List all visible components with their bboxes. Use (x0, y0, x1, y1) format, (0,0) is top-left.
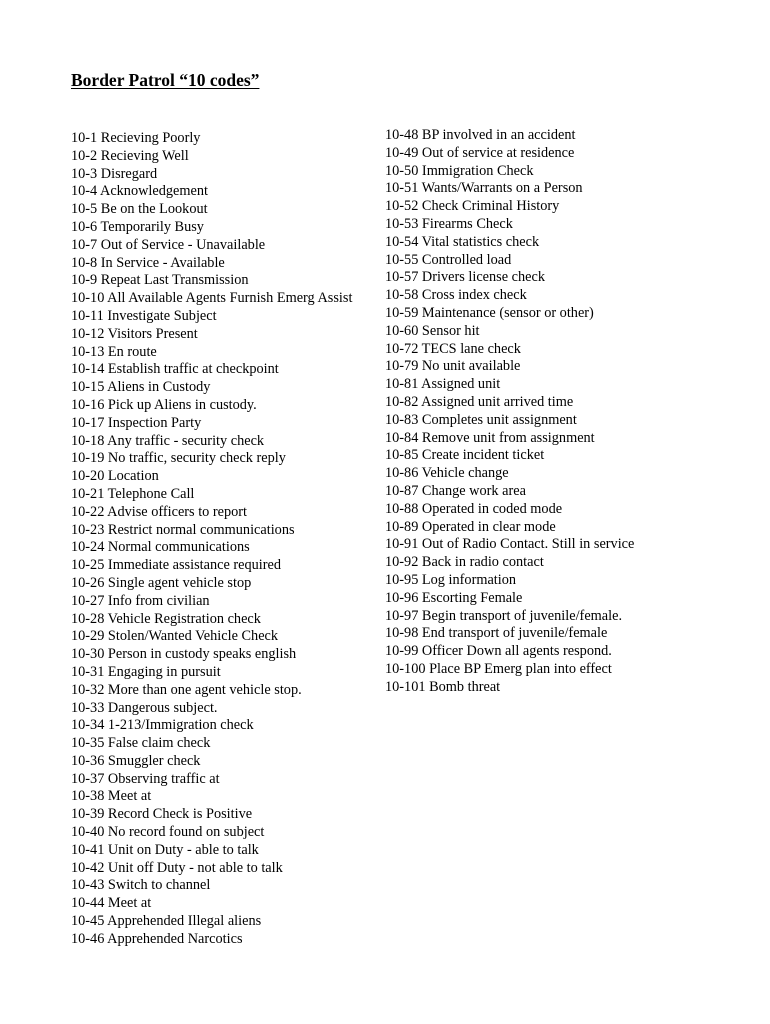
code-entry: 10-3 Disregard (71, 165, 158, 182)
code-entry: 10-30 Person in custody speaks english (71, 646, 297, 663)
code-entry: 10-92 Back in radio contact (385, 554, 544, 571)
code-entry: 10-8 In Service - Available (71, 254, 225, 271)
code-entry: 10-84 Remove unit from assignment (385, 429, 595, 446)
code-entry: 10-86 Vehicle change (385, 465, 509, 482)
code-entry: 10-89 Operated in clear mode (385, 518, 556, 535)
code-entry: 10-58 Cross index check (385, 287, 527, 304)
code-entry: 10-17 Inspection Party (71, 414, 202, 431)
code-entry: 10-28 Vehicle Registration check (71, 610, 261, 627)
code-entry: 10-15 Aliens in Custody (71, 379, 211, 396)
code-entry: 10-31 Engaging in pursuit (71, 663, 221, 680)
code-entry: 10-99 Officer Down all agents respond. (385, 643, 612, 660)
code-entry: 10-21 Telephone Call (71, 485, 195, 502)
code-entry: 10-59 Maintenance (sensor or other) (385, 304, 594, 321)
code-entry: 10-34 1-213/Immigration check (71, 717, 254, 734)
code-entry: 10-40 No record found on subject (71, 824, 265, 841)
code-entry: 10-81 Assigned unit (385, 376, 501, 393)
code-entry: 10-19 No traffic, security check reply (71, 450, 286, 467)
code-entry: 10-7 Out of Service - Unavailable (71, 236, 266, 253)
code-entry: 10-39 Record Check is Positive (71, 806, 253, 823)
document-title: Border Patrol “10 codes” (71, 70, 260, 90)
code-entry: 10-82 Assigned unit arrived time (385, 393, 574, 410)
code-entry: 10-12 Visitors Present (71, 325, 198, 342)
code-entry: 10-32 More than one agent vehicle stop. (71, 681, 302, 698)
code-entry: 10-49 Out of service at residence (385, 144, 575, 161)
code-entry: 10-37 Observing traffic at (71, 770, 220, 787)
code-entry: 10-52 Check Criminal History (385, 198, 560, 215)
code-entry: 10-46 Apprehended Narcotics (71, 930, 243, 947)
code-entry: 10-29 Stolen/Wanted Vehicle Check (71, 628, 279, 645)
code-entry: 10-51 Wants/Warrants on a Person (385, 180, 583, 197)
code-entry: 10-48 BP involved in an accident (385, 127, 576, 143)
right-code-column (385, 127, 634, 697)
code-entry: 10-43 Switch to channel (71, 877, 211, 894)
code-entry: 10-91 Out of Radio Contact. Still in service (385, 536, 635, 553)
code-entry: 10-35 False claim check (71, 735, 211, 752)
code-entry: 10-41 Unit on Duty - able to talk (71, 841, 259, 858)
code-entry: 10-100 Place BP Emerg plan into effect (385, 660, 612, 677)
code-entry: 10-60 Sensor hit (385, 322, 480, 339)
code-entry: 10-79 No unit available (385, 358, 521, 375)
code-entry: 10-18 Any traffic - security check (71, 432, 265, 449)
code-entry: 10-22 Advise officers to report (71, 503, 248, 520)
code-entry: 10-16 Pick up Aliens in custody. (71, 396, 257, 413)
code-entry: 10-4 Acknowledgement (71, 183, 208, 200)
code-entry: 10-96 Escorting Female (385, 589, 523, 606)
code-entry: 10-87 Change work area (385, 482, 526, 499)
code-entry: 10-44 Meet at (71, 895, 152, 912)
code-entry: 10-97 Begin transport of juvenile/female. (385, 607, 623, 624)
code-entry: 10-33 Dangerous subject. (71, 699, 218, 716)
code-entry: 10-98 End transport of juvenile/female (385, 625, 608, 642)
code-entry: 10-55 Controlled load (385, 251, 512, 268)
code-entry: 10-57 Drivers license check (385, 269, 545, 286)
code-entry: 10-20 Location (71, 468, 159, 485)
code-entry: 10-83 Completes unit assignment (385, 411, 577, 428)
code-entry: 10-85 Create incident ticket (385, 447, 545, 464)
code-entry: 10-50 Immigration Check (385, 162, 534, 179)
code-entry: 10-26 Single agent vehicle stop (71, 574, 252, 591)
code-entry: 10-27 Info from civilian (71, 592, 210, 609)
code-entry: 10-6 Temporarily Busy (71, 218, 204, 235)
code-entry: 10-5 Be on the Lookout (71, 201, 208, 218)
code-entry: 10-72 TECS lane check (385, 340, 521, 357)
left-code-column (71, 130, 352, 949)
code-entry: 10-9 Repeat Last Transmission (71, 272, 249, 289)
code-entry: 10-53 Firearms Check (385, 215, 513, 232)
code-entry: 10-11 Investigate Subject (71, 307, 217, 324)
code-entry: 10-45 Apprehended Illegal aliens (71, 913, 262, 930)
code-entry: 10-23 Restrict normal communications (71, 521, 295, 538)
code-entry: 10-2 Recieving Well (71, 147, 189, 164)
code-entry: 10-101 Bomb threat (385, 678, 501, 695)
code-entry: 10-54 Vital statistics check (385, 233, 540, 250)
code-entry: 10-24 Normal communications (71, 539, 250, 556)
code-entry: 10-88 Operated in coded mode (385, 500, 563, 517)
code-entry: 10-14 Establish traffic at checkpoint (71, 361, 279, 378)
code-entry: 10-38 Meet at (71, 788, 152, 805)
code-entry: 10-36 Smuggler check (71, 752, 201, 769)
code-entry: 10-13 En route (71, 343, 157, 360)
code-entry: 10-95 Log information (385, 571, 517, 588)
code-entry: 10-1 Recieving Poorly (71, 130, 201, 146)
code-entry: 10-25 Immediate assistance required (71, 557, 282, 574)
code-entry: 10-42 Unit off Duty - not able to talk (71, 859, 283, 876)
code-entry: 10-10 All Available Agents Furnish Emerg Assist (71, 290, 353, 307)
